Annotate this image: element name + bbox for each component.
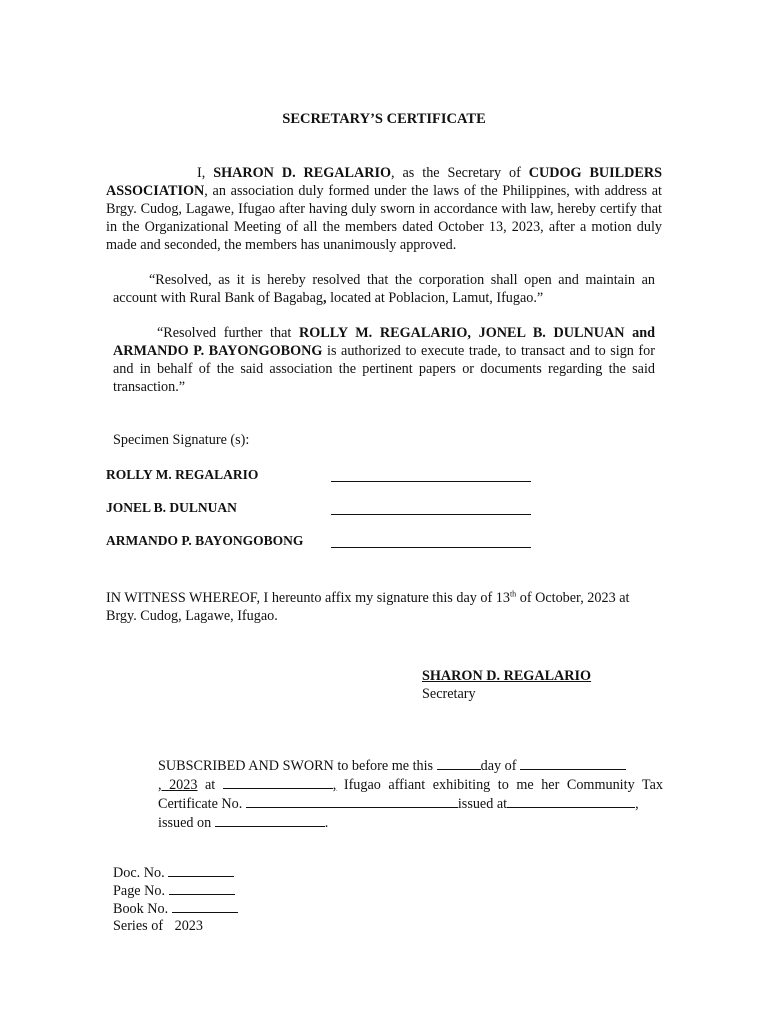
series-label: Series of — [113, 918, 167, 934]
resolution-2 — [113, 324, 655, 396]
witness-text-2: of October, 2023 at Brgy. Cudog, Lagawe, Ifugao. — [106, 590, 630, 624]
jurat-text: SUBSCRIBED AND SWORN to before me this — [158, 758, 437, 774]
signatory-name: ARMANDO P. BAYONGOBONG — [106, 533, 304, 548]
resolution-1-text: “Resolved, as it is hereby resolved that the corporation shall open and maintain an account with Rural Bank of Bagabag — [113, 272, 655, 306]
blank-ctc-number — [246, 794, 458, 808]
signature-line — [331, 514, 531, 515]
resolution-2-text-2: is authorized to execute trade, to transact and to sign for and in behalf of the said association the pertinent papers or documents regarding the said transaction.” — [113, 343, 655, 395]
signatory-name: ROLLY M. REGALARIO — [106, 467, 259, 482]
book-number-label: Book No. — [113, 901, 172, 917]
series-year: 2023 — [174, 918, 203, 934]
authorized-names: ROLLY M. REGALARIO, JONEL B. DULNUAN and ARMANDO P. BAYONGOBONG — [113, 325, 655, 359]
jurat-period: . — [324, 815, 329, 831]
ordinal-suffix: th — [509, 589, 517, 599]
blank-issued-at — [507, 794, 635, 808]
jurat-text: issued on — [158, 815, 215, 831]
jurat-year: , 2023 — [158, 777, 198, 793]
intro-text-2: , as the Secretary of — [391, 165, 529, 181]
blank-page-number — [169, 881, 235, 895]
specimen-label: Specimen Signature (s): — [113, 432, 250, 448]
signer-position: Secretary — [422, 686, 476, 702]
jurat-text: Ifugao affiant exhibiting to me her Community Tax Certificate No. — [158, 777, 663, 812]
jurat-comma: , — [635, 796, 639, 812]
resolution-2-text: “Resolved further that — [157, 325, 299, 341]
blank-doc-number — [168, 863, 234, 877]
association-name: CUDOG BUILDERS ASSOCIATION — [106, 165, 662, 199]
resolution-1-text-2: located at Poblacion, Lamut, Ifugao.” — [326, 290, 544, 306]
jurat-text: issued at — [457, 796, 508, 812]
blank-day — [437, 756, 481, 770]
intro-text-3: , an association duly formed under the laws of the Philippines, with address at Brgy. Cudog, Lagawe, Ifugao after having duly sworn in accordance with law, hereby certify that in the Organizational Meeting of all the members dated October 13, 2023, after a motion duly made and seconded, the members has unanimously approved. — [106, 183, 662, 253]
signature-line — [331, 481, 531, 482]
signature-line — [331, 547, 531, 548]
jurat-text: day of — [480, 758, 521, 774]
secretary-name: SHARON D. REGALARIO — [213, 165, 392, 181]
doc-number-label: Doc. No. — [113, 865, 169, 881]
blank-month — [520, 756, 626, 770]
series-row — [113, 917, 203, 935]
signatory-name: JONEL B. DULNUAN — [106, 500, 237, 515]
page-number-label: Page No. — [113, 883, 169, 899]
page-number-row — [113, 881, 235, 900]
document-title: SECRETARY’S CERTIFICATE — [282, 111, 486, 127]
blank-issued-on — [215, 813, 325, 827]
jurat-text: at — [197, 777, 223, 793]
resolution-1 — [113, 271, 655, 307]
doc-number-row — [113, 863, 234, 882]
signer-name: SHARON D. REGALARIO — [422, 668, 592, 684]
jurat-comma: , — [332, 777, 337, 793]
blank-book-number — [172, 899, 238, 913]
witness-text: IN WITNESS WHEREOF, I hereunto affix my signature this day of 13 — [106, 590, 510, 606]
blank-place — [223, 775, 333, 789]
witness-paragraph — [106, 589, 662, 625]
intro-text-1: I, — [197, 165, 214, 181]
resolution-1-comma: , — [323, 290, 327, 306]
book-number-row — [113, 899, 238, 918]
intro-paragraph — [106, 164, 662, 254]
jurat-paragraph — [158, 756, 663, 832]
